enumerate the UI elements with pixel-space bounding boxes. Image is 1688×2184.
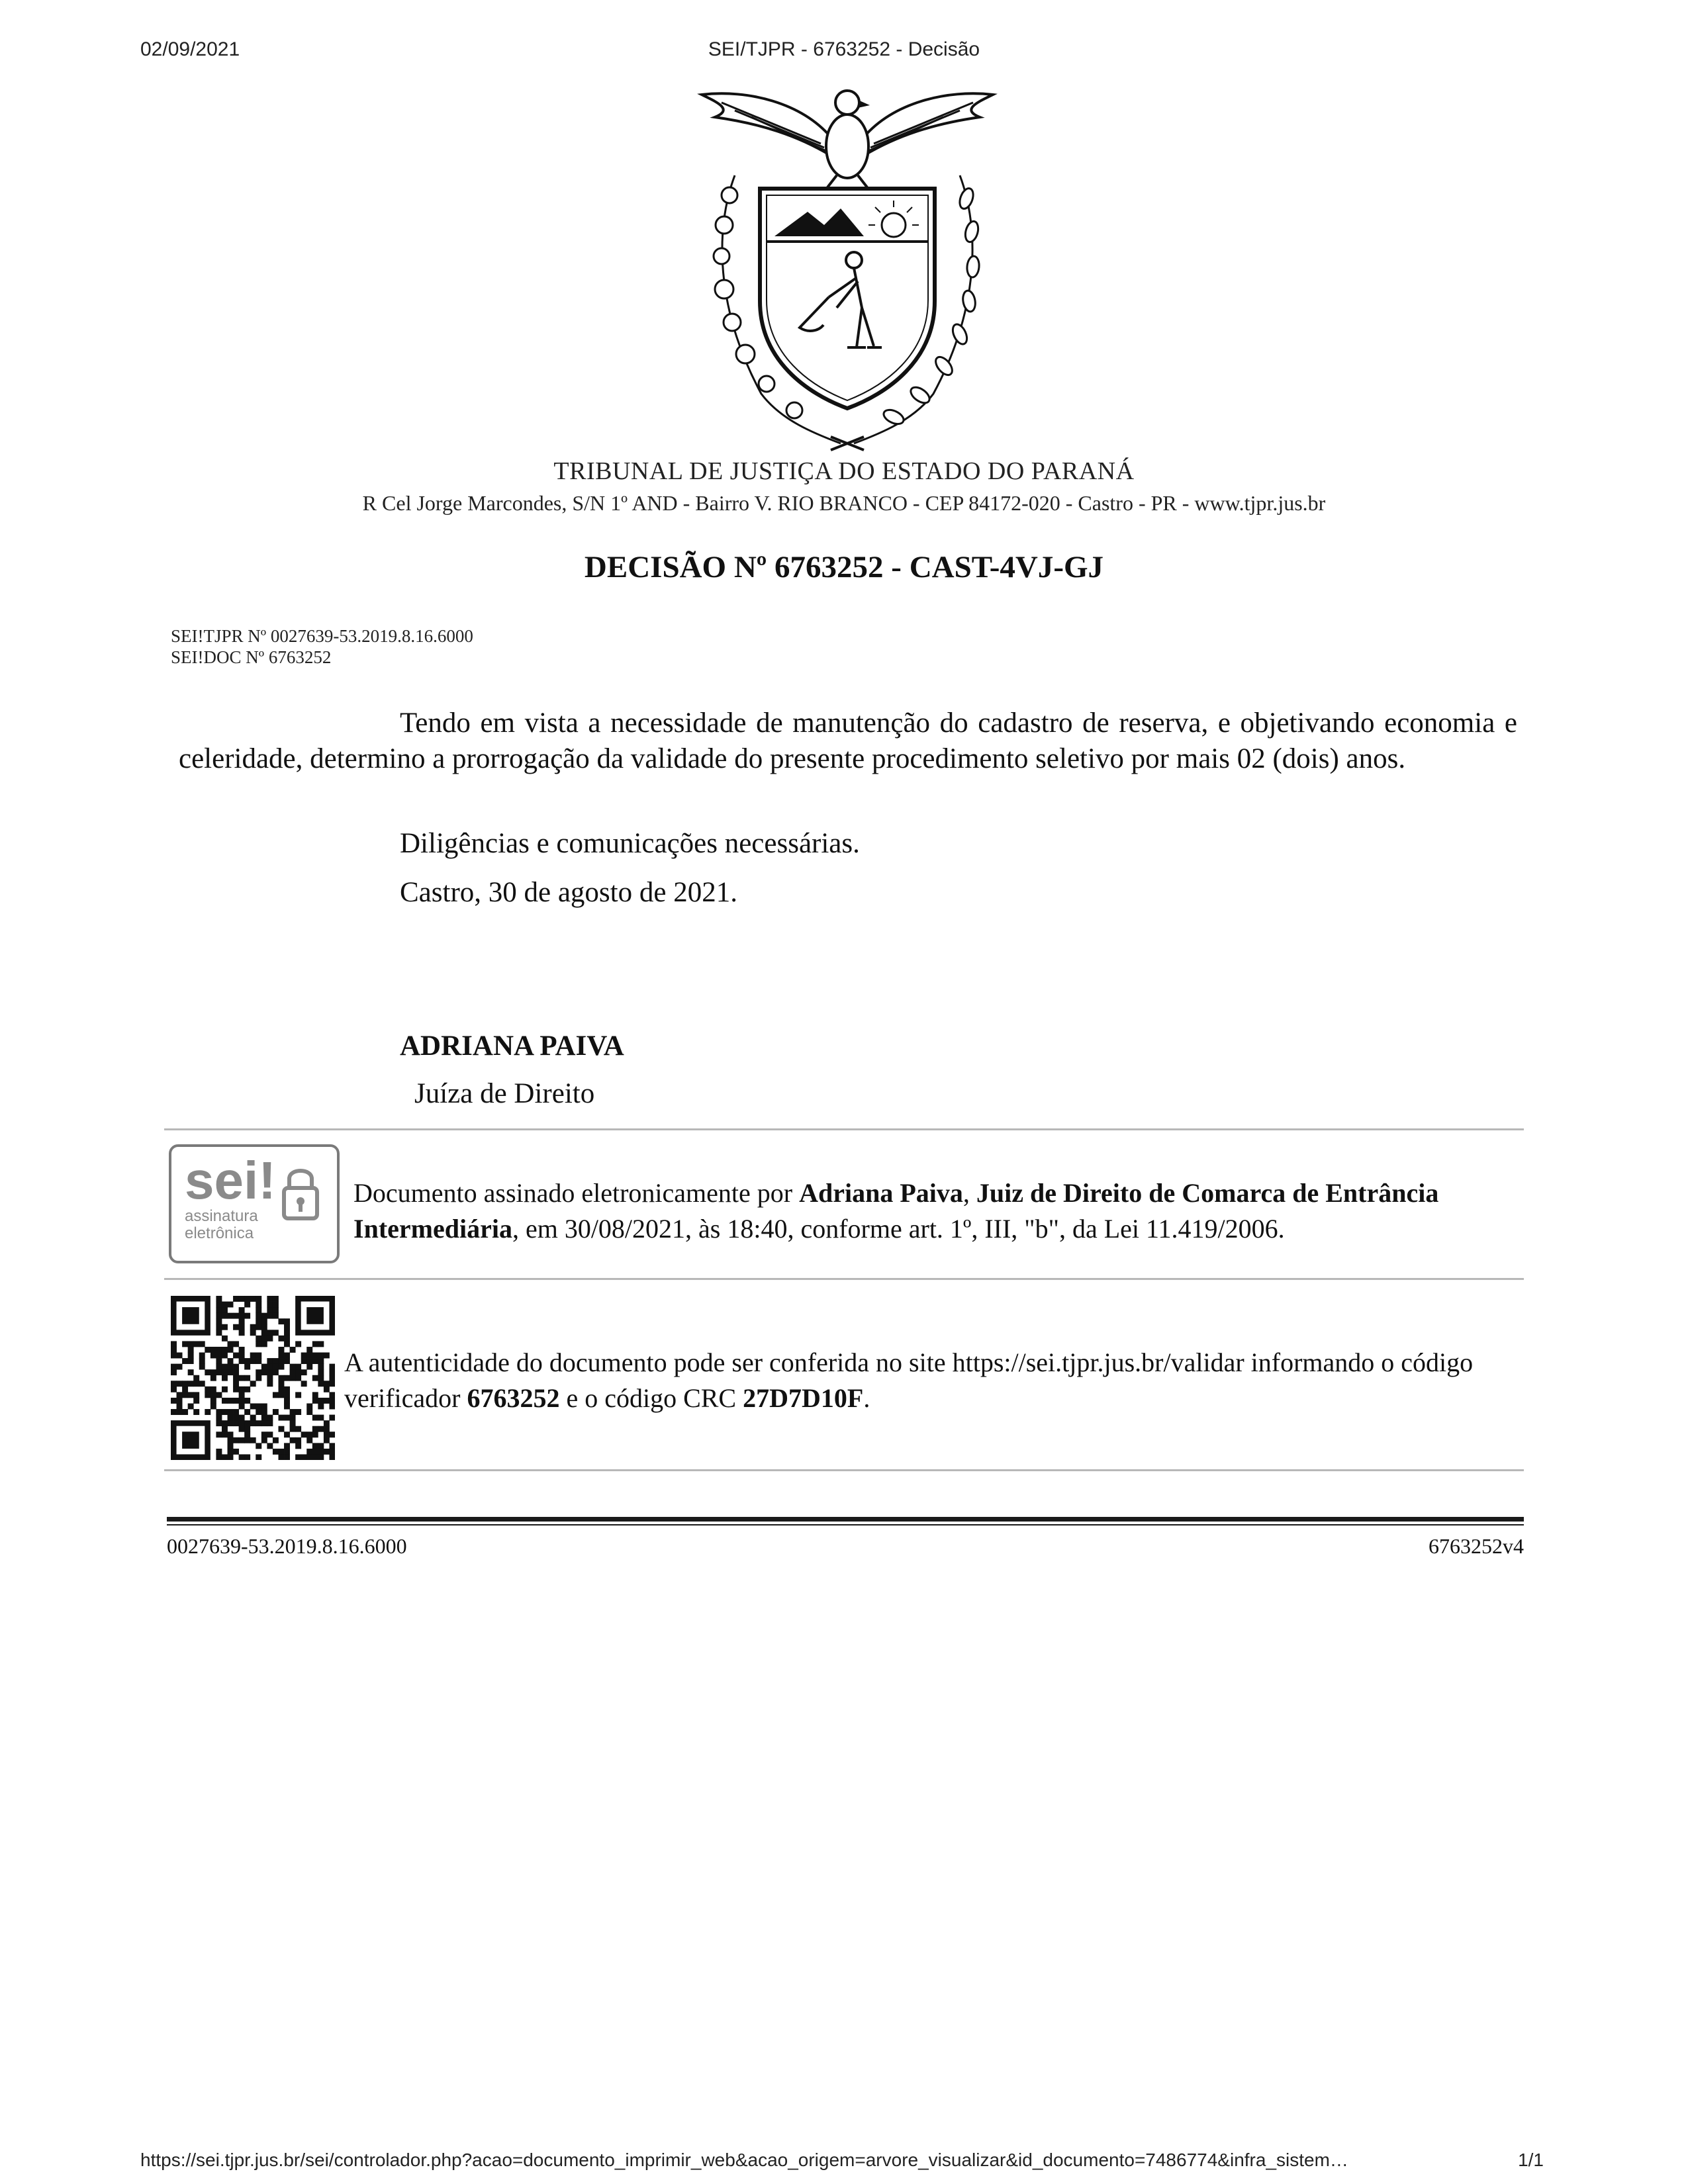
place-date: Castro, 30 de agosto de 2021.	[400, 877, 737, 908]
verifier-code: 6763252	[467, 1383, 560, 1413]
footer-divider	[167, 1517, 1524, 1522]
divider	[164, 1128, 1524, 1130]
document-reference: SEI!DOC Nº 6763252	[171, 647, 332, 667]
signer-role: Juíza de Direito	[414, 1078, 595, 1109]
print-page-title: SEI/TJPR - 6763252 - Decisão	[708, 38, 980, 60]
sei-badge-main: sei!	[185, 1151, 276, 1210]
court-name: TRIBUNAL DE JUSTIÇA DO ESTADO DO PARANÁ	[553, 457, 1135, 485]
signature-statement-name: Adriana Paiva	[799, 1178, 963, 1208]
signature-statement-prefix: Documento assinado eletronicamente por	[353, 1178, 800, 1208]
print-page-number: 1/1	[1518, 2150, 1544, 2170]
print-url: https://sei.tjpr.jus.br/sei/controlador.php?acao=documento_imprimir_web&acao_origem=arvore_visualizar&id_documento=7486774&infra_sistem…	[140, 2150, 1348, 2170]
signature-statement-suffix: , em 30/08/2021, às 18:40, conforme art. 1º, III, "b", da Lei 11.419/2006.	[512, 1214, 1285, 1244]
authenticity-prefix: A autenticidade do documento pode ser conferida no site https://sei.tjpr.jus.br/validar informando o código verificador	[344, 1347, 1474, 1413]
padlock-icon	[284, 1171, 317, 1218]
decision-paragraph	[179, 705, 1517, 777]
footer-version: 6763252v4	[1429, 1534, 1524, 1558]
court-address: R Cel Jorge Marcondes, S/N 1º AND - Bairro V. RIO BRANCO - CEP 84172-020 - Castro - PR - www.tjpr.jus.br	[362, 491, 1326, 515]
sei-signature-badge	[169, 1144, 340, 1263]
footer-process-number: 0027639-53.2019.8.16.6000	[167, 1534, 407, 1558]
divider	[164, 1469, 1524, 1471]
electronic-signature-statement: Documento assinado eletronicamente por Adriana Paiva, Juiz de Direito de Comarca de Entrância Intermediária, em 30/08/2021, às 18:40, conforme art. 1º, III, "b", da Lei 11.419/2006.	[353, 1178, 1439, 1244]
decision-paragraph-text: Tendo em vista a necessidade de manutenção do cadastro de reserva, e objetivando economia e celeridade, determino a prorrogação da validade do presente procedimento seletivo por mais 02 (dois) anos.	[179, 707, 1517, 774]
signer-name: ADRIANA PAIVA	[400, 1030, 624, 1062]
divider	[164, 1278, 1524, 1280]
sei-badge-line1: assinatura	[185, 1207, 258, 1225]
document-title: DECISÃO Nº 6763252 - CAST-4VJ-GJ	[584, 550, 1104, 584]
diligences-paragraph: Diligências e comunicações necessárias.	[400, 828, 860, 859]
authenticity-suffix: .	[863, 1383, 870, 1413]
footer-divider-thin	[167, 1524, 1524, 1525]
process-reference: SEI!TJPR Nº 0027639-53.2019.8.16.6000	[171, 626, 473, 646]
authenticity-statement	[344, 1345, 1523, 1416]
sei-badge-line2: eletrônica	[185, 1224, 254, 1242]
qr-code-icon	[171, 1296, 335, 1460]
crc-code: 27D7D10F	[743, 1383, 864, 1413]
print-date: 02/09/2021	[140, 38, 240, 60]
parana-coat-of-arms-icon	[688, 83, 1006, 453]
authenticity-middle: e o código CRC	[559, 1383, 743, 1413]
signature-statement-role: Juiz de Direito de Comarca de Entrância Intermediária	[353, 1178, 1439, 1244]
